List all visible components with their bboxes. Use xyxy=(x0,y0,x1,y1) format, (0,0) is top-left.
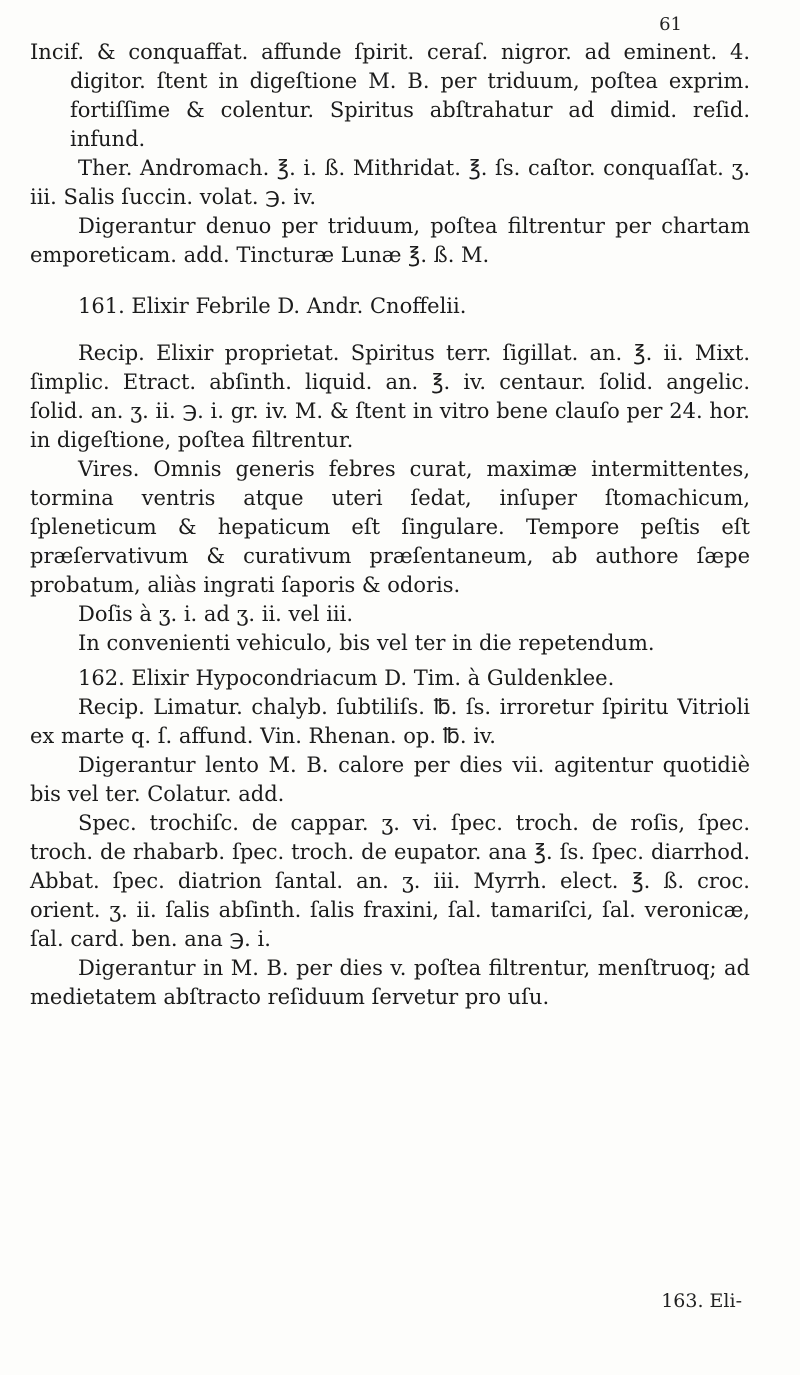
paragraph-recipe-162: Recip. Limatur. chalyb. ſubtiliſs. ℔. ſs. irroretur ſpiritu Vitrioli ex marte q. ſ. affund. Vin. Rhenan. op. ℔. iv. xyxy=(30,695,750,748)
page-number: 61 xyxy=(659,14,682,35)
entry-heading-161: 161. Elixir Febrile D. Andr. Cnoffelii. xyxy=(78,294,467,318)
text-column xyxy=(30,38,750,1012)
catchword: 163. Eli- xyxy=(661,1290,742,1312)
paragraph-dosis: Doſis à ʒ. i. ad ʒ. ii. vel iii. xyxy=(78,602,354,626)
paragraph-filtration-162: Digerantur in M. B. per dies v. poſtea filtrentur, menſtruoq; ad medietatem abſtracto reſiduum ſervetur pro uſu. xyxy=(30,956,750,1009)
paragraph-2: Ther. Andromach. ℥. i. ß. Mithridat. ℥. ſs. caſtor. conquaſſat. ʒ. iii. Salis ſuccin. volat. ℈. iv. xyxy=(30,156,750,209)
entry-heading-162: 162. Elixir Hypocondriacum D. Tim. à Guldenklee. xyxy=(78,666,615,690)
paragraph-digestion-162: Digerantur lento M. B. calore per dies vii. agitentur quotidiè bis vel ter. Colatur. add. xyxy=(30,753,750,806)
paragraph-recipe-161: Recip. Elixir proprietat. Spiritus terr. ſigillat. an. ℥. ii. Mixt. ſimplic. Etract. abſinth. liquid. an. ℥. iv. centaur. ſolid. angelic. ſolid. an. ʒ. ii. ℈. i. gr. iv. M. & ſtent in vitro bene clauſo per 24. hor. in digeſtione, poſtea filtrentur. xyxy=(30,341,750,452)
paragraph-vehiculum: In convenienti vehiculo, bis vel ter in die repetendum. xyxy=(78,631,655,655)
paragraph-1: Incif. & conquaffat. affunde ſpirit. ceraſ. nigror. ad eminent. 4. digitor. ſtent in digeſtione M. B. per triduum, poſtea exprim. fortiſſime & colentur. Spiritus abſtrahatur ad dimid. reſid. infund. xyxy=(30,40,750,151)
paragraph-3: Digerantur denuo per triduum, poſtea filtrentur per chartam emporeticam. add. Tincturæ Lunæ ℥. ß. M. xyxy=(30,214,750,267)
paragraph-species-162: Spec. trochiſc. de cappar. ʒ. vi. ſpec. troch. de roſis, ſpec. troch. de rhabarb. ſpec. troch. de eupator. ana ℥. ſs. ſpec. diarrhod. Abbat. ſpec. diatrion ſantal. an. ʒ. iii. Myrrh. elect. ℥. ß. croc. orient. ʒ. ii. ſalis abſinth. ſalis fraxini, ſal. tamariſci, ſal. veronicæ, ſal. card. ben. ana ℈. i. xyxy=(30,811,750,951)
paragraph-vires: Vires. Omnis generis febres curat, maximæ intermittentes, tormina ventris atque uteri ſedat, inſuper ſtomachicum, ſpleneticum & hepaticum eſt ſingulare. Tempore peſtis eſt præſervativum & curativum præſentaneum, ab authore ſæpe probatum, aliàs ingrati ſaporis & odoris. xyxy=(30,457,750,597)
